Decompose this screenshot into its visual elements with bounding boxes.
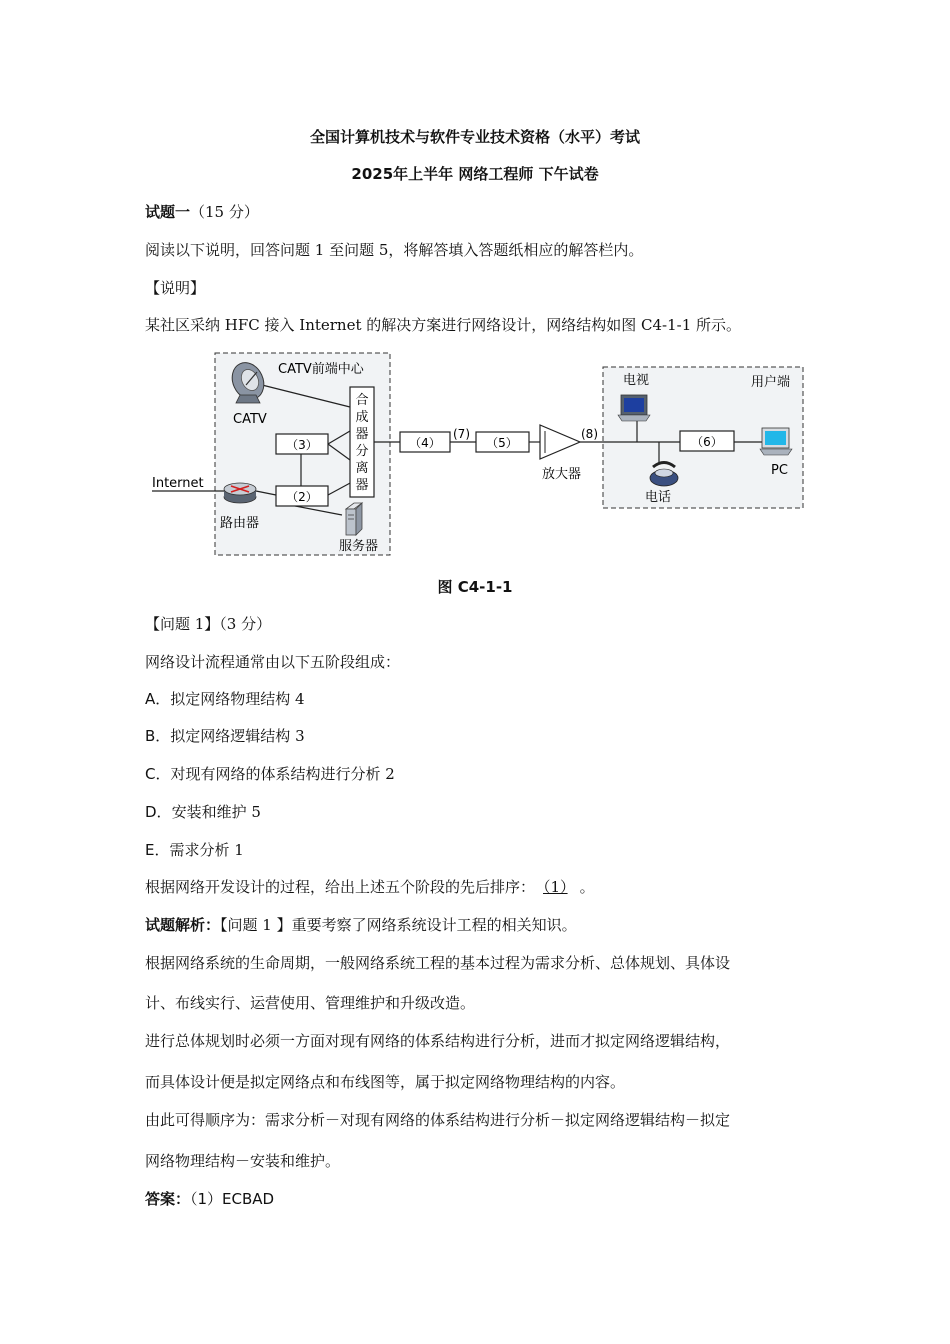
catv-label: CATV [233, 412, 267, 427]
svg-text:器: 器 [355, 478, 369, 493]
paper-title: 2025年上半年 网络工程师 下午试卷 [351, 165, 599, 183]
option-b: B．拟定网络逻辑结构 3 [145, 727, 305, 745]
svg-text:（2）: （2） [286, 490, 318, 504]
analysis-p1-line2: 计、布线实行、运营使用、管理维护和升级改造。 [145, 994, 476, 1012]
tv-label: 电视 [623, 373, 650, 388]
analysis-label: 试题解析： [145, 916, 221, 934]
box-4 [400, 432, 450, 452]
svg-text:离: 离 [355, 461, 369, 476]
pc-icon [760, 428, 792, 455]
analysis-p1-line1: 根据网络系统的生命周期，一般网络系统工程的基本过程为需求分析、总体规划、具体设 [145, 954, 731, 972]
box-5 [476, 432, 529, 452]
router-icon [224, 483, 256, 503]
svg-text:合: 合 [355, 393, 369, 408]
network-diagram [140, 345, 820, 565]
option-e: E．需求分析 1 [145, 841, 244, 859]
svg-text:器: 器 [355, 427, 369, 442]
tv-icon [618, 395, 650, 421]
analysis-p3-line1: 由此可得顺序为：需求分析－对现有网络的体系结构进行分析－拟定网络逻辑结构－拟定 [145, 1111, 731, 1129]
box-6 [680, 431, 734, 451]
exam-title: 全国计算机技术与软件专业技术资格（水平）考试 [309, 128, 640, 146]
server-icon [346, 503, 362, 535]
router-label: 路由器 [220, 516, 260, 531]
question-heading [145, 202, 259, 222]
svg-text:（4）: （4） [409, 436, 441, 450]
box-3 [276, 434, 328, 454]
svg-text:成: 成 [355, 410, 369, 425]
question-label: 试题一 [145, 203, 191, 221]
label-7: (7) [453, 427, 470, 441]
answer-value: （1）ECBAD [190, 1190, 275, 1208]
answer-blank-1: （1） [543, 878, 568, 896]
amplifier-icon [540, 425, 580, 459]
analysis-p2-line2: 而具体设计便是拟定网络点和布线图等，属于拟定网络物理结构的内容。 [145, 1073, 626, 1091]
label-8: (8) [581, 427, 598, 441]
analysis-p3-line2: 网络物理结构－安装和维护。 [145, 1152, 341, 1170]
svg-text:（5）: （5） [486, 436, 518, 450]
amplifier-label: 放大器 [542, 467, 582, 482]
option-c: C．对现有网络的体系结构进行分析 2 [145, 765, 395, 783]
pc-label: PC [771, 463, 788, 478]
headend-label: CATV前端中心 [278, 362, 364, 377]
user-label: 用户端 [751, 375, 791, 390]
internet-label: Internet [152, 476, 204, 491]
analysis-p2-line1: 进行总体规划时必须一方面对现有网络的体系结构进行分析，进而才拟定网络逻辑结构， [145, 1032, 731, 1050]
sub-question-intro: 网络设计流程通常由以下五阶段组成： [145, 653, 401, 671]
ordering-prompt: 根据网络开发设计的过程，给出上述五个阶段的先后排序： （1） 。 [145, 878, 595, 896]
answer-line [145, 1189, 274, 1209]
figure-caption: 图 C4-1-1 [437, 578, 513, 596]
server-label: 服务器 [339, 539, 379, 554]
svg-text:（3）: （3） [286, 438, 318, 452]
instruction-text: 阅读以下说明，回答问题 1 至问题 5，将解答填入答题纸相应的解答栏内。 [145, 241, 644, 259]
analysis-heading: 试题解析：【问题 1 】重要考察了网络系统设计工程的相关知识。 [145, 916, 577, 934]
box-2 [276, 486, 328, 506]
scenario-text: 某社区采纳 HFC 接入 Internet 的解决方案进行网络设计，网络结构如图 C4-1-1 所示。 [145, 316, 742, 334]
explain-label: 【说明】 [145, 279, 206, 297]
svg-text:（6）: （6） [691, 435, 723, 449]
sub-question-heading: 【问题 1】（3 分） [145, 615, 272, 633]
answer-label: 答案： [145, 1190, 191, 1208]
phone-label: 电话 [645, 490, 672, 505]
option-a: A．拟定网络物理结构 4 [145, 690, 305, 708]
option-d: D．安装和维护 5 [145, 803, 261, 821]
question-points: （15 分） [190, 203, 259, 221]
svg-text:分: 分 [355, 444, 369, 459]
